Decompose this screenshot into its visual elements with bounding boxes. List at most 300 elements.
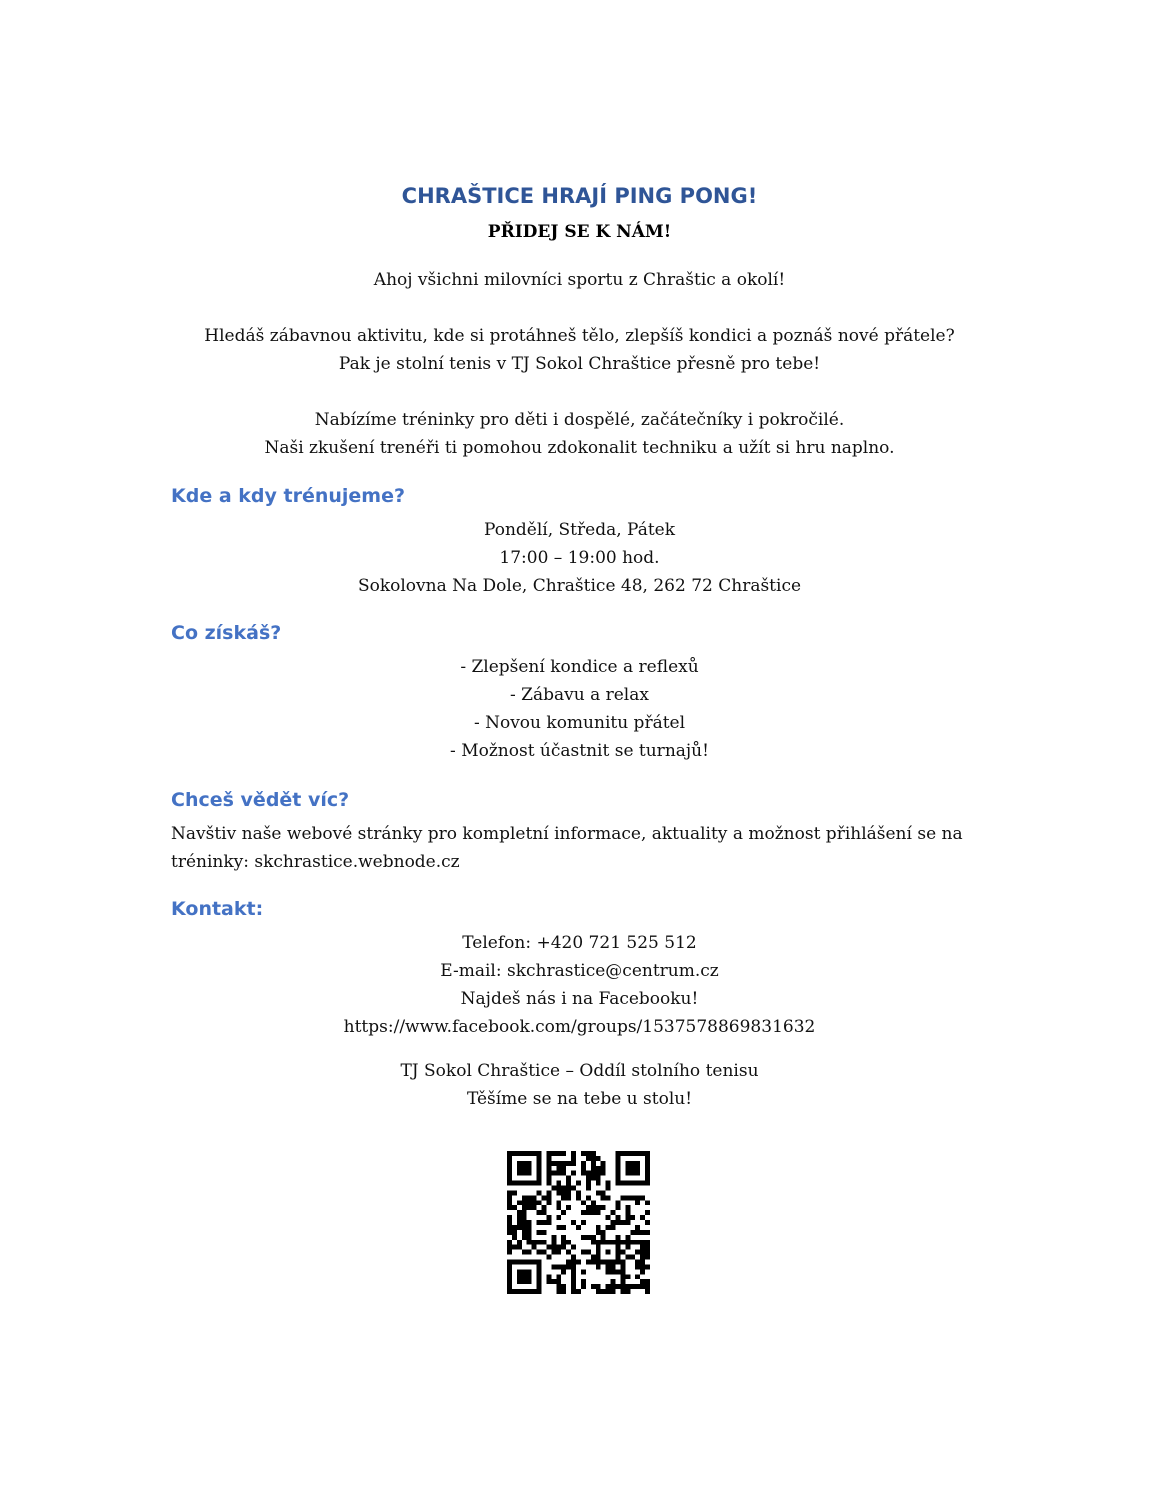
- qr-module: [517, 1240, 522, 1245]
- qr-module: [537, 1156, 542, 1161]
- qr-module: [606, 1284, 611, 1289]
- contact-facebook-text: Najdeš nás i na Facebooku!: [460, 989, 699, 1009]
- qr-module: [517, 1161, 522, 1166]
- qr-module: [561, 1171, 566, 1176]
- intro-greeting: Ahoj všichni milovníci sportu z Chraštic a okolí!: [373, 270, 786, 290]
- qr-module: [625, 1284, 630, 1289]
- qr-module: [517, 1274, 522, 1279]
- qr-module: [591, 1166, 596, 1171]
- qr-module: [586, 1186, 591, 1191]
- qr-module: [507, 1215, 512, 1220]
- page-title: CHRAŠTICE HRAJÍ PING PONG!: [401, 184, 758, 208]
- qr-module: [620, 1279, 625, 1284]
- qr-module: [556, 1186, 561, 1191]
- qr-module: [630, 1195, 635, 1200]
- qr-module: [581, 1161, 586, 1166]
- qr-module: [586, 1195, 591, 1200]
- qr-module: [581, 1200, 586, 1205]
- qr-module: [571, 1255, 576, 1260]
- qr-module: [527, 1220, 532, 1225]
- qr-module: [615, 1171, 620, 1176]
- qr-module: [556, 1264, 561, 1269]
- qr-module: [620, 1250, 625, 1255]
- qr-module: [571, 1279, 576, 1284]
- qr-module: [596, 1250, 601, 1255]
- qr-module: [625, 1181, 630, 1186]
- qr-module: [591, 1161, 596, 1166]
- qr-module: [556, 1279, 561, 1284]
- qr-module: [635, 1274, 640, 1279]
- qr-module: [522, 1279, 527, 1284]
- qr-module: [507, 1195, 512, 1200]
- qr-module: [527, 1200, 532, 1205]
- qr-module: [581, 1279, 586, 1284]
- qr-module: [551, 1250, 556, 1255]
- qr-module: [576, 1190, 581, 1195]
- qr-module: [561, 1151, 566, 1156]
- qr-module: [537, 1230, 542, 1235]
- qr-module: [532, 1151, 537, 1156]
- qr-module: [611, 1220, 616, 1225]
- qr-module: [556, 1250, 561, 1255]
- qr-module: [625, 1151, 630, 1156]
- qr-module: [640, 1269, 645, 1274]
- qr-module: [615, 1200, 620, 1205]
- qr-module: [625, 1161, 630, 1166]
- qr-module: [581, 1220, 586, 1225]
- qr-module: [606, 1215, 611, 1220]
- qr-module: [537, 1279, 542, 1284]
- qr-module: [596, 1190, 601, 1195]
- qr-module: [601, 1190, 606, 1195]
- qr-module: [611, 1279, 616, 1284]
- qr-module: [551, 1186, 556, 1191]
- qr-module: [645, 1220, 650, 1225]
- qr-module: [645, 1250, 650, 1255]
- qr-module: [507, 1156, 512, 1161]
- qr-module: [566, 1181, 571, 1186]
- qr-module: [527, 1235, 532, 1240]
- qr-module: [507, 1245, 512, 1250]
- qr-module: [620, 1264, 625, 1269]
- qr-module: [615, 1205, 620, 1210]
- qr-module: [512, 1190, 517, 1195]
- qr-module: [615, 1166, 620, 1171]
- qr-module: [620, 1220, 625, 1225]
- qr-module: [625, 1210, 630, 1215]
- qr-module: [591, 1210, 596, 1215]
- qr-module: [522, 1215, 527, 1220]
- qr-module: [630, 1215, 635, 1220]
- qr-module: [507, 1289, 512, 1294]
- intro-line-2: Pak je stolní tenis v TJ Sokol Chraštice přesně pro tebe!: [338, 354, 821, 374]
- qr-module: [551, 1264, 556, 1269]
- qr-module: [571, 1289, 576, 1294]
- qr-module: [546, 1220, 551, 1225]
- qr-module: [625, 1255, 630, 1260]
- qr-module: [620, 1195, 625, 1200]
- qr-module: [611, 1289, 616, 1294]
- qr-module: [527, 1230, 532, 1235]
- qr-module: [507, 1259, 512, 1264]
- qr-module: [606, 1181, 611, 1186]
- qr-module: [615, 1235, 620, 1240]
- qr-module: [611, 1264, 616, 1269]
- qr-module: [615, 1215, 620, 1220]
- qr-module: [635, 1240, 640, 1245]
- qr-module: [645, 1240, 650, 1245]
- qr-module: [527, 1205, 532, 1210]
- qr-module: [625, 1215, 630, 1220]
- qr-module: [551, 1240, 556, 1245]
- qr-module: [586, 1259, 591, 1264]
- qr-module: [546, 1200, 551, 1205]
- qr-module: [546, 1151, 551, 1156]
- qr-module: [586, 1250, 591, 1255]
- qr-module: [640, 1215, 645, 1220]
- qr-module: [517, 1171, 522, 1176]
- qr-module: [517, 1269, 522, 1274]
- qr-module: [551, 1161, 556, 1166]
- qr-module: [537, 1289, 542, 1294]
- qr-module: [537, 1240, 542, 1245]
- qr-module: [512, 1235, 517, 1240]
- qr-module: [596, 1156, 601, 1161]
- qr-module: [625, 1274, 630, 1279]
- qr-module: [576, 1259, 581, 1264]
- qr-module: [561, 1161, 566, 1166]
- qr-module: [625, 1171, 630, 1176]
- qr-module: [546, 1255, 551, 1260]
- qr-module: [635, 1161, 640, 1166]
- contact-heading: Kontakt:: [171, 898, 264, 920]
- qr-module: [527, 1240, 532, 1245]
- qr-module: [630, 1284, 635, 1289]
- qr-module: [537, 1181, 542, 1186]
- qr-module: [611, 1259, 616, 1264]
- qr-module: [537, 1190, 542, 1195]
- qr-module: [591, 1156, 596, 1161]
- qr-module: [566, 1205, 571, 1210]
- qr-module: [537, 1284, 542, 1289]
- qr-module: [576, 1225, 581, 1230]
- qr-module: [645, 1176, 650, 1181]
- qr-module: [507, 1284, 512, 1289]
- qr-module: [640, 1255, 645, 1260]
- qr-module: [537, 1171, 542, 1176]
- qr-module: [635, 1171, 640, 1176]
- qr-module: [615, 1259, 620, 1264]
- qr-module: [517, 1151, 522, 1156]
- qr-module: [522, 1210, 527, 1215]
- qr-module: [581, 1250, 586, 1255]
- qr-module: [591, 1235, 596, 1240]
- qr-module: [645, 1166, 650, 1171]
- qr-module: [586, 1151, 591, 1156]
- schedule-place: Sokolovna Na Dole, Chraštice 48, 262 72 Chraštice: [357, 576, 802, 596]
- qr-module: [611, 1284, 616, 1289]
- benefit-item: - Možnost účastnit se turnajů!: [450, 741, 709, 761]
- intro-line-3: Nabízíme tréninky pro děti i dospělé, začátečníky i pokročilé.: [314, 410, 845, 430]
- qr-module: [635, 1264, 640, 1269]
- qr-module: [522, 1200, 527, 1205]
- qr-module: [635, 1284, 640, 1289]
- qr-module: [571, 1171, 576, 1176]
- footer-closing: Těšíme se na tebe u stolu!: [466, 1089, 693, 1109]
- qr-module: [601, 1205, 606, 1210]
- qr-module: [561, 1235, 566, 1240]
- qr-module: [561, 1186, 566, 1191]
- qr-module: [527, 1171, 532, 1176]
- qr-module: [507, 1274, 512, 1279]
- qr-module: [645, 1151, 650, 1156]
- qr-module: [591, 1176, 596, 1181]
- qr-module: [630, 1240, 635, 1245]
- qr-module: [606, 1250, 611, 1255]
- qr-module: [645, 1284, 650, 1289]
- qr-module: [507, 1171, 512, 1176]
- qr-module: [512, 1230, 517, 1235]
- qr-module: [537, 1264, 542, 1269]
- more-line-2: tréninky: skchrastice.webnode.cz: [171, 852, 460, 872]
- qr-module: [561, 1240, 566, 1245]
- qr-module: [581, 1284, 586, 1289]
- qr-module: [537, 1210, 542, 1215]
- qr-module: [542, 1250, 547, 1255]
- qr-module: [517, 1166, 522, 1171]
- qr-module: [601, 1161, 606, 1166]
- qr-module: [586, 1205, 591, 1210]
- qr-module: [620, 1289, 625, 1294]
- benefits-heading: Co získáš?: [171, 622, 282, 644]
- qr-module: [606, 1186, 611, 1191]
- qr-module: [635, 1181, 640, 1186]
- qr-module: [596, 1240, 601, 1245]
- qr-module: [591, 1151, 596, 1156]
- intro-line-4: Naši zkušení trenéři ti pomohou zdokonalit techniku a užít si hru naplno.: [264, 438, 895, 458]
- qr-module: [522, 1195, 527, 1200]
- qr-module: [512, 1259, 517, 1264]
- qr-module: [620, 1240, 625, 1245]
- qr-module: [601, 1289, 606, 1294]
- qr-module: [620, 1259, 625, 1264]
- qr-module: [546, 1215, 551, 1220]
- qr-module: [566, 1186, 571, 1191]
- qr-module: [522, 1171, 527, 1176]
- qr-module: [601, 1230, 606, 1235]
- qr-module: [556, 1205, 561, 1210]
- qr-module: [537, 1161, 542, 1166]
- qr-module: [611, 1240, 616, 1245]
- qr-module: [507, 1240, 512, 1245]
- qr-module: [546, 1279, 551, 1284]
- qr-module: [507, 1279, 512, 1284]
- qr-module: [596, 1176, 601, 1181]
- qr-module: [586, 1176, 591, 1181]
- qr-module: [527, 1161, 532, 1166]
- qr-module: [527, 1181, 532, 1186]
- qr-module: [601, 1171, 606, 1176]
- qr-module: [640, 1245, 645, 1250]
- qr-module: [517, 1279, 522, 1284]
- qr-module: [522, 1259, 527, 1264]
- qr-module: [551, 1245, 556, 1250]
- qr-module: [625, 1235, 630, 1240]
- qr-module: [645, 1210, 650, 1215]
- qr-module: [635, 1250, 640, 1255]
- qr-module: [522, 1250, 527, 1255]
- qr-module: [527, 1279, 532, 1284]
- qr-module: [596, 1259, 601, 1264]
- qr-module: [522, 1289, 527, 1294]
- qr-module: [640, 1259, 645, 1264]
- qr-module: [537, 1274, 542, 1279]
- qr-module: [591, 1240, 596, 1245]
- qr-module: [640, 1230, 645, 1235]
- qr-module: [625, 1289, 630, 1294]
- qr-module: [640, 1195, 645, 1200]
- qr-module: [507, 1250, 512, 1255]
- qr-module: [630, 1151, 635, 1156]
- qr-module: [596, 1205, 601, 1210]
- qr-module: [625, 1166, 630, 1171]
- qr-module: [645, 1264, 650, 1269]
- qr-module: [507, 1205, 512, 1210]
- qr-module: [640, 1279, 645, 1284]
- qr-module: [606, 1289, 611, 1294]
- qr-module: [561, 1210, 566, 1215]
- qr-module: [630, 1181, 635, 1186]
- qr-module: [596, 1264, 601, 1269]
- qr-module: [561, 1289, 566, 1294]
- footer-club: TJ Sokol Chraštice – Oddíl stolního tenisu: [400, 1061, 759, 1081]
- qr-module: [571, 1245, 576, 1250]
- qr-module: [620, 1269, 625, 1274]
- qr-module: [556, 1284, 561, 1289]
- qr-module: [507, 1220, 512, 1225]
- qr-module: [537, 1220, 542, 1225]
- qr-module: [635, 1230, 640, 1235]
- qr-module: [522, 1166, 527, 1171]
- qr-module: [640, 1240, 645, 1245]
- qr-module: [576, 1195, 581, 1200]
- qr-module: [551, 1235, 556, 1240]
- qr-module: [542, 1205, 547, 1210]
- qr-module: [507, 1166, 512, 1171]
- qr-module: [635, 1166, 640, 1171]
- qr-module: [581, 1171, 586, 1176]
- qr-module: [527, 1259, 532, 1264]
- qr-module: [630, 1230, 635, 1235]
- qr-module: [527, 1250, 532, 1255]
- qr-module: [571, 1264, 576, 1269]
- qr-module: [522, 1274, 527, 1279]
- contact-phone: Telefon: +420 721 525 512: [462, 933, 697, 953]
- qr-module: [566, 1240, 571, 1245]
- qr-module: [522, 1205, 527, 1210]
- qr-module: [546, 1274, 551, 1279]
- qr-module: [542, 1220, 547, 1225]
- qr-module: [615, 1156, 620, 1161]
- qr-module: [507, 1225, 512, 1230]
- qr-module: [596, 1166, 601, 1171]
- qr-module: [517, 1215, 522, 1220]
- qr-module: [581, 1269, 586, 1274]
- contact-facebook-url: https://www.facebook.com/groups/1537578869831632: [343, 1017, 816, 1037]
- schedule-heading: Kde a kdy trénujeme?: [171, 485, 405, 507]
- qr-module: [591, 1200, 596, 1205]
- qr-module: [566, 1259, 571, 1264]
- qr-module: [566, 1250, 571, 1255]
- qr-module: [620, 1151, 625, 1156]
- qr-module: [517, 1259, 522, 1264]
- benefit-item: - Zábavu a relax: [510, 685, 649, 705]
- qr-module: [615, 1245, 620, 1250]
- qr-module: [625, 1245, 630, 1250]
- qr-module: [586, 1181, 591, 1186]
- qr-module: [571, 1259, 576, 1264]
- qr-module: [606, 1240, 611, 1245]
- qr-module: [537, 1269, 542, 1274]
- qr-module: [507, 1161, 512, 1166]
- qr-module: [601, 1235, 606, 1240]
- qr-module: [601, 1166, 606, 1171]
- qr-module: [625, 1195, 630, 1200]
- benefit-item: - Novou komunitu přátel: [473, 713, 686, 733]
- qr-module: [556, 1225, 561, 1230]
- qr-module: [606, 1195, 611, 1200]
- qr-module: [611, 1225, 616, 1230]
- qr-module: [517, 1289, 522, 1294]
- qr-module: [566, 1190, 571, 1195]
- qr-module: [566, 1176, 571, 1181]
- qr-module: [640, 1151, 645, 1156]
- qr-module: [591, 1259, 596, 1264]
- qr-module: [507, 1181, 512, 1186]
- qr-module: [546, 1176, 551, 1181]
- qr-module: [601, 1259, 606, 1264]
- qr-module: [620, 1284, 625, 1289]
- page-subtitle: PŘIDEJ SE K NÁM!: [487, 222, 672, 242]
- qr-module: [522, 1230, 527, 1235]
- qr-module: [596, 1210, 601, 1215]
- qr-module: [581, 1166, 586, 1171]
- qr-module: [532, 1195, 537, 1200]
- qr-module: [561, 1269, 566, 1274]
- qr-module: [601, 1240, 606, 1245]
- qr-module: [620, 1274, 625, 1279]
- qr-module: [571, 1284, 576, 1289]
- qr-module: [591, 1284, 596, 1289]
- qr-module: [566, 1264, 571, 1269]
- qr-code-icon: [507, 1151, 650, 1294]
- qr-module: [566, 1195, 571, 1200]
- qr-module: [546, 1166, 551, 1171]
- qr-module: [561, 1195, 566, 1200]
- qr-module: [517, 1225, 522, 1230]
- qr-module: [601, 1195, 606, 1200]
- qr-module: [556, 1171, 561, 1176]
- qr-module: [620, 1181, 625, 1186]
- qr-module: [512, 1205, 517, 1210]
- qr-module: [517, 1210, 522, 1215]
- qr-module: [532, 1200, 537, 1205]
- qr-module: [630, 1255, 635, 1260]
- qr-module: [527, 1195, 532, 1200]
- qr-module: [571, 1186, 576, 1191]
- qr-module: [611, 1210, 616, 1215]
- qr-module: [537, 1250, 542, 1255]
